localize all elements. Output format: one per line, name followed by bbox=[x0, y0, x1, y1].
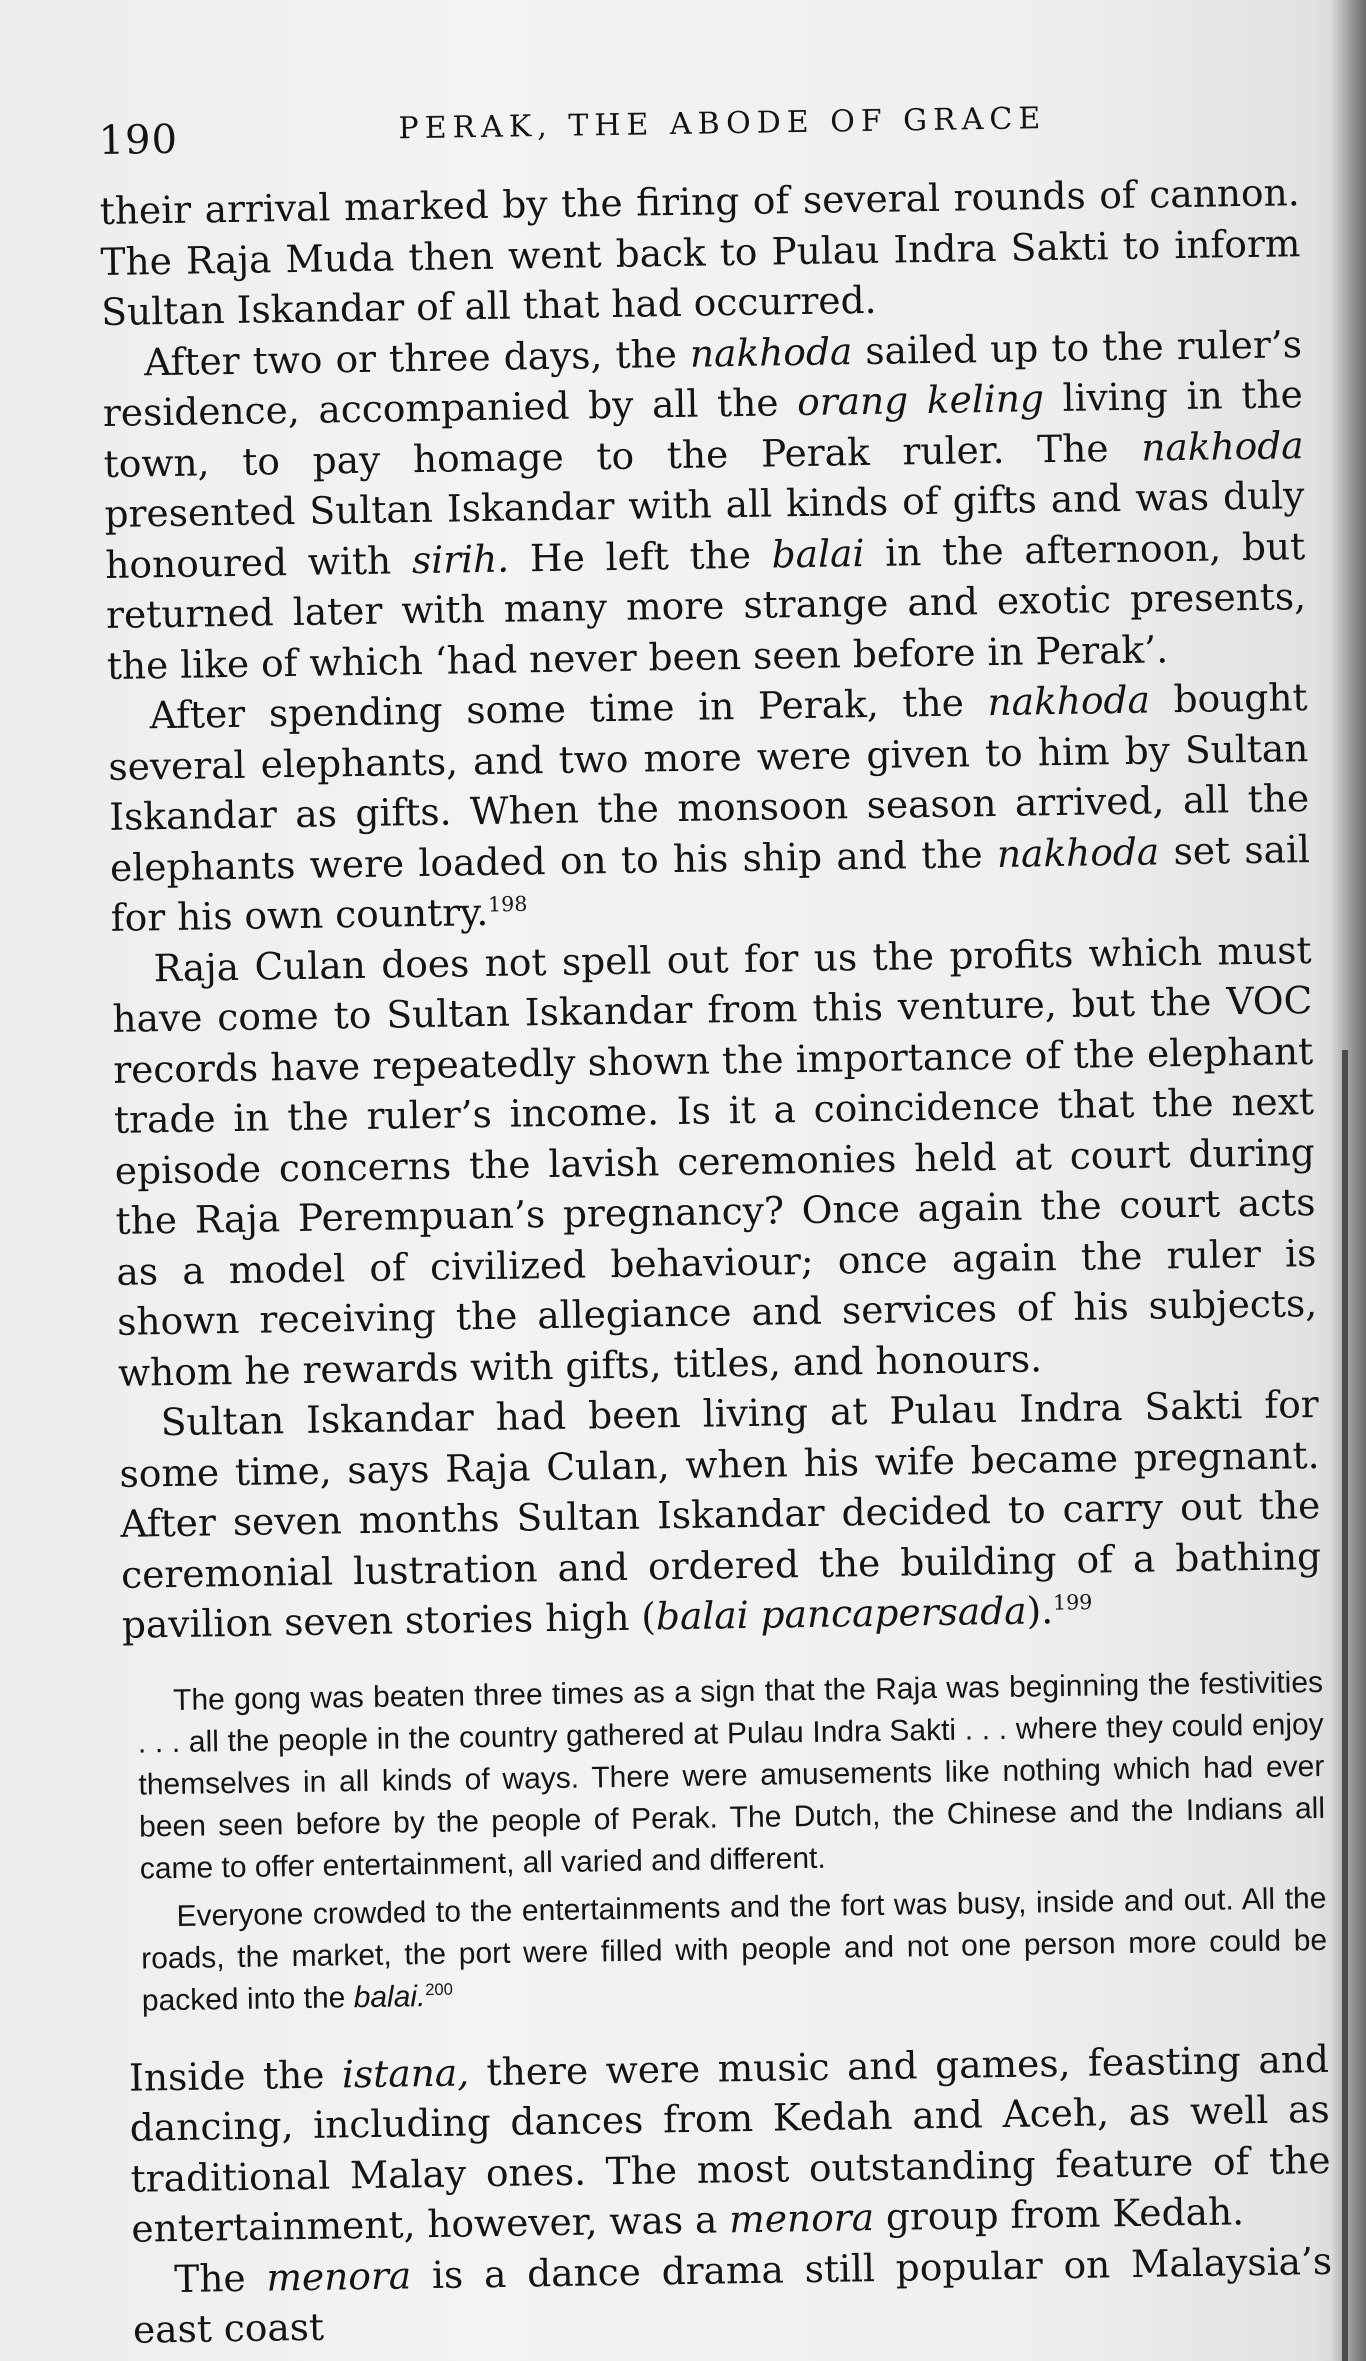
paragraph-1: their arrival marked by the firing of several rounds of cannon. The Raja Muda then went back to Pulau Indra Sakti to inform Sultan Iskandar of all that had occurred. bbox=[99, 170, 1301, 334]
paragraph-3: After spending some time in Perak, the nakhoda bought several elephants, and two more were given to him by Sultan Iskandar as gifts. When the monsoon season arrived, all the elephants were loaded on to his ship and the nakhoda set sail for his own country.$^{198}$ bbox=[108, 675, 1311, 940]
footnote-ref-199: 199 bbox=[1052, 1590, 1093, 1615]
running-title: PERAK, THE ABODE OF GRACE bbox=[398, 101, 1047, 147]
binding-edge bbox=[1342, 1050, 1348, 2361]
footnote-ref-200: 200 bbox=[425, 1980, 453, 1999]
paragraph-6: Inside the istana, there were music and games, feasting and dancing, including dances from Kedah and Aceh, as well as traditional Malay ones. The most outstanding feature of the entertainment, however, was a menora group from Kedah. bbox=[128, 2036, 1331, 2251]
quote-paragraph-1: The gong was beaten three times as a sign that the Raja was beginning the festivities . . . all the people in the country gathered at Pulau Indra Sakti . . . where they could enjoy themselves in all kinds of ways. There were amusements like nothing which had ever been seen before by the people of Perak. The Dutch, the Chinese and the Indians all came to offer entertainment, all varied and different. bbox=[137, 1665, 1326, 1886]
text-block bbox=[98, 81, 1333, 2355]
block-quote bbox=[137, 1661, 1328, 2022]
quote-paragraph-2: Everyone crowded to the entertainments and the fort was busy, inside and out. All the roads, the market, the port were filled with people and not one person more could be packed into the balai.$^{200}$ bbox=[140, 1881, 1328, 2018]
footnote-ref-198: 198 bbox=[487, 891, 528, 917]
paragraph-4: Raja Culan does not spell out for us the profits which must have come to Sultan Iskandar from this venture, but the VOC records have repeatedly shown the importance of the elephant trade in the ruler’s income. Is it a coincidence that the next episode concerns the lavish ceremonies held at court during the Raja Perempuan’s pregnancy? Once again the court acts as a model of civilized behaviour; once again the ruler is shown receiving the allegiance and services of his subjects, whom he rewards with gifts, titles, and honours. bbox=[112, 927, 1318, 1395]
paragraph-2: After two or three days, the nakhoda sailed up to the ruler’s residence, accompanied by all the orang keling living in the town, to pay homage to the Perak ruler. The nakhoda presented Sultan Iskandar with all kinds of gifts and was duly honoured with sirih. He left the balai in the afternoon, but returned later with many more strange and exotic presents, the like of which ‘had never been seen before in Perak’. bbox=[102, 321, 1307, 688]
page-gutter-shadow bbox=[1332, 0, 1366, 2361]
paragraph-7: The menora is a dance drama still popular on Malaysia’s east coast bbox=[132, 2238, 1333, 2352]
page-number: 190 bbox=[98, 116, 179, 164]
paragraph-5: Sultan Iskandar had been living at Pulau Indra Sakti for some time, says Raja Culan, when his wife became pregnant. After seven months Sultan Iskandar decided to carry out the ceremonial lustration and ordered the building of a bathing pavilion seven stories high (balai pancapersada).$^{199}$ bbox=[119, 1381, 1322, 1647]
